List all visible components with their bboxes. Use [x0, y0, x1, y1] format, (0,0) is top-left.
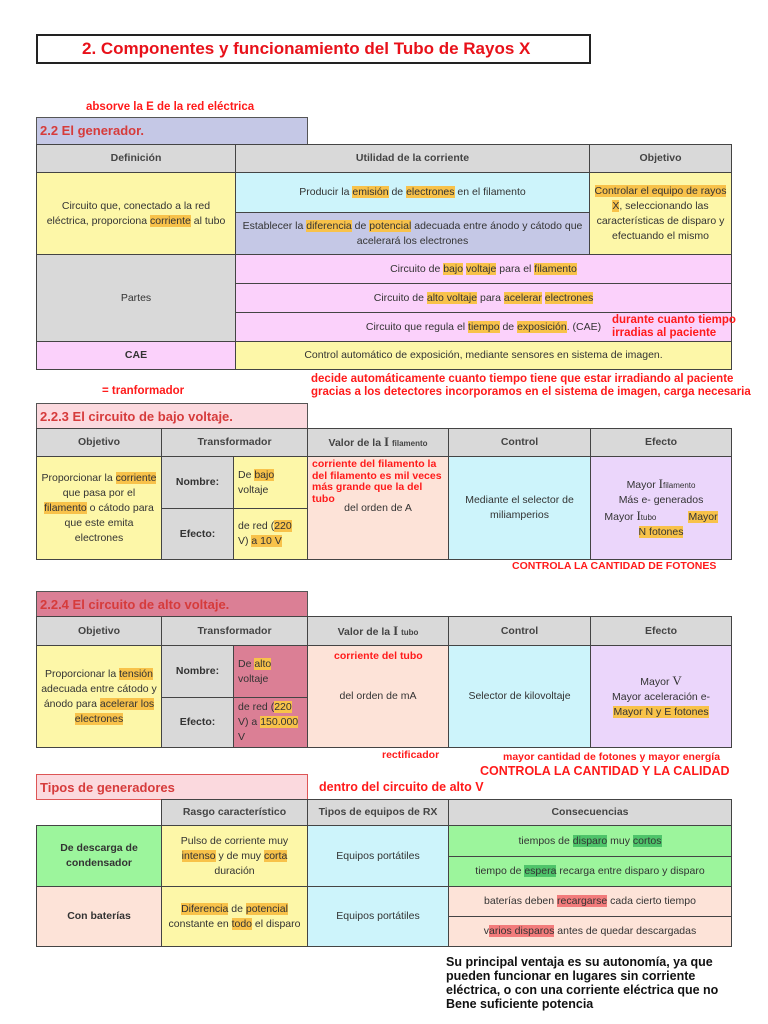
note-tranformador: = tranformador [102, 385, 185, 397]
cae-text: Control automático de exposición, mediante sensores en sistema de imagen. [236, 342, 732, 370]
header-definicion: Definición [37, 145, 236, 173]
alto-header-valor: Valor de la I tubo [308, 617, 449, 646]
note-absorbe: absorve la E de la red eléctrica [86, 101, 255, 113]
condensador-consecuencia-1: tiempos de disparo muy cortos [449, 826, 732, 857]
tipo-condensador-rasgo: Pulso de corriente muy intenso y de muy corta duración [162, 826, 308, 887]
definicion-cell: Circuito que, conectado a la red eléctrica, proporciona corriente al tubo [37, 173, 236, 255]
section-generador-title: 2.2 El generador. [36, 117, 308, 145]
alto-valor: del orden de mA [308, 646, 449, 748]
alto-header-control: Control [449, 617, 591, 646]
bajo-objetivo: Proporcionar la corriente que pasa por el filamento o cátodo para que este emita electrones [37, 457, 162, 560]
bajo-header-control: Control [449, 429, 591, 457]
alto-nombre-value: De alto voltaje [234, 646, 308, 698]
note-corriente-filamento: corriente del filamento la del filamento es mil veces más grande que la del tubo [312, 458, 442, 505]
bajo-header-valor: Valor de la I filamento [308, 429, 449, 457]
note-corriente-tubo: corriente del tubo [334, 650, 423, 662]
bajo-efecto: Mayor Ifilamento Más e- generados Mayor Itubo Mayor N fotones [591, 457, 732, 560]
header-objetivo: Objetivo [590, 145, 732, 173]
parte-bajo-voltaje: Circuito de bajo voltaje para el filamento [236, 255, 732, 284]
baterias-consecuencia-1: baterías deben recargarse cada cierto tiempo [449, 887, 732, 917]
parte-regula-tiempo: Circuito que regula el tiempo de exposición. (CAE) [236, 313, 732, 342]
alto-control: Selector de kilovoltaje [449, 646, 591, 748]
note-durante: durante cuanto tiempo irradias al paciente [612, 314, 736, 339]
section-tipos-title: Tipos de generadores [36, 774, 308, 800]
tipo-baterias-rasgo: Diferencia de potencial constante en todo el disparo [162, 887, 308, 947]
bajo-valor: del orden de A [308, 457, 449, 560]
bajo-nombre-label: Nombre: [162, 457, 234, 509]
alto-header-efecto: Efecto [591, 617, 732, 646]
header-utilidad: Utilidad de la corriente [236, 145, 590, 173]
alto-header-objetivo: Objetivo [37, 617, 162, 646]
note-mayor-cantidad: mayor cantidad de fotones y mayor energía [503, 751, 721, 763]
alto-objetivo: Proporcionar la tensión adecuada entre cátodo y ánodo para acelerar los electrones [37, 646, 162, 748]
alto-efecto-label: Efecto: [162, 698, 234, 748]
tipos-header-consecuencias: Consecuencias [449, 800, 732, 826]
partes-label: Partes [37, 255, 236, 342]
utilidad-emision: Producir la emisión de electrones en el filamento [236, 173, 590, 213]
note-rectificador: rectificador [382, 749, 440, 761]
page-title: 2. Componentes y funcionamiento del Tubo de Rayos X [36, 34, 591, 64]
bajo-efecto-label: Efecto: [162, 509, 234, 560]
alto-efecto-value: de red (220 V) a 150.000 V [234, 698, 308, 748]
bajo-efecto-value: de red (220 V) a 10 V [234, 509, 308, 560]
alto-table [36, 616, 732, 748]
tipo-condensador-label: De descarga de condensador [37, 826, 162, 887]
section-bajo-title: 2.2.3 El circuito de bajo voltaje. [36, 403, 308, 429]
bajo-header-efecto: Efecto [591, 429, 732, 457]
note-controla-fotones: CONTROLA LA CANTIDAD DE FOTONES [512, 560, 717, 572]
condensador-consecuencia-2: tiempo de espera recarga entre disparo y disparo [449, 857, 732, 887]
note-decide: decide automáticamente cuanto tiempo tiene que estar irradiando al paciente gracias a los detectores incorporamos en el sistema de imagen, carga necesaria [311, 373, 751, 398]
note-dentro-circuito: dentro del circuito de alto V [319, 780, 484, 794]
cae-label: CAE [37, 342, 236, 370]
alto-header-transformador: Transformador [162, 617, 308, 646]
tipos-header-equipos: Tipos de equipos de RX [308, 800, 449, 826]
bajo-header-objetivo: Objetivo [37, 429, 162, 457]
tipos-table [36, 799, 732, 947]
alto-nombre-label: Nombre: [162, 646, 234, 698]
bajo-control: Mediante el selector de miliamperios [449, 457, 591, 560]
tipo-baterias-label: Con baterías [37, 887, 162, 947]
tipos-header-rasgo: Rasgo característico [162, 800, 308, 826]
bajo-header-transformador: Transformador [162, 429, 308, 457]
alto-efecto: Mayor V Mayor aceleración e- Mayor N y E fotones [591, 646, 732, 748]
tipo-condensador-equipos: Equipos portátiles [308, 826, 449, 887]
note-controla-calidad: CONTROLA LA CANTIDAD Y LA CALIDAD [480, 764, 730, 778]
tipos-header-empty [37, 800, 162, 826]
note-ventaja: Su principal ventaja es su autonomía, ya que pueden funcionar en lugares sin corriente eléctrica, o con una corriente eléctrica que no Bene suficiente potencia [446, 955, 719, 1011]
bajo-nombre-value: De bajo voltaje [234, 457, 308, 509]
parte-alto-voltaje: Circuito de alto voltaje para acelerar electrones [236, 284, 732, 313]
baterias-consecuencia-2: varios disparos antes de quedar descargadas [449, 917, 732, 947]
section-alto-title: 2.2.4 El circuito de alto voltaje. [36, 591, 308, 617]
utilidad-diferencia: Establecer la diferencia de potencial adecuada entre ánodo y cátodo que acelerará los electrones [236, 213, 590, 255]
tipo-baterias-equipos: Equipos portátiles [308, 887, 449, 947]
objetivo-cell: Controlar el equipo de rayos X, seleccionando las características de disparo y efectuando el mismo [590, 173, 732, 255]
